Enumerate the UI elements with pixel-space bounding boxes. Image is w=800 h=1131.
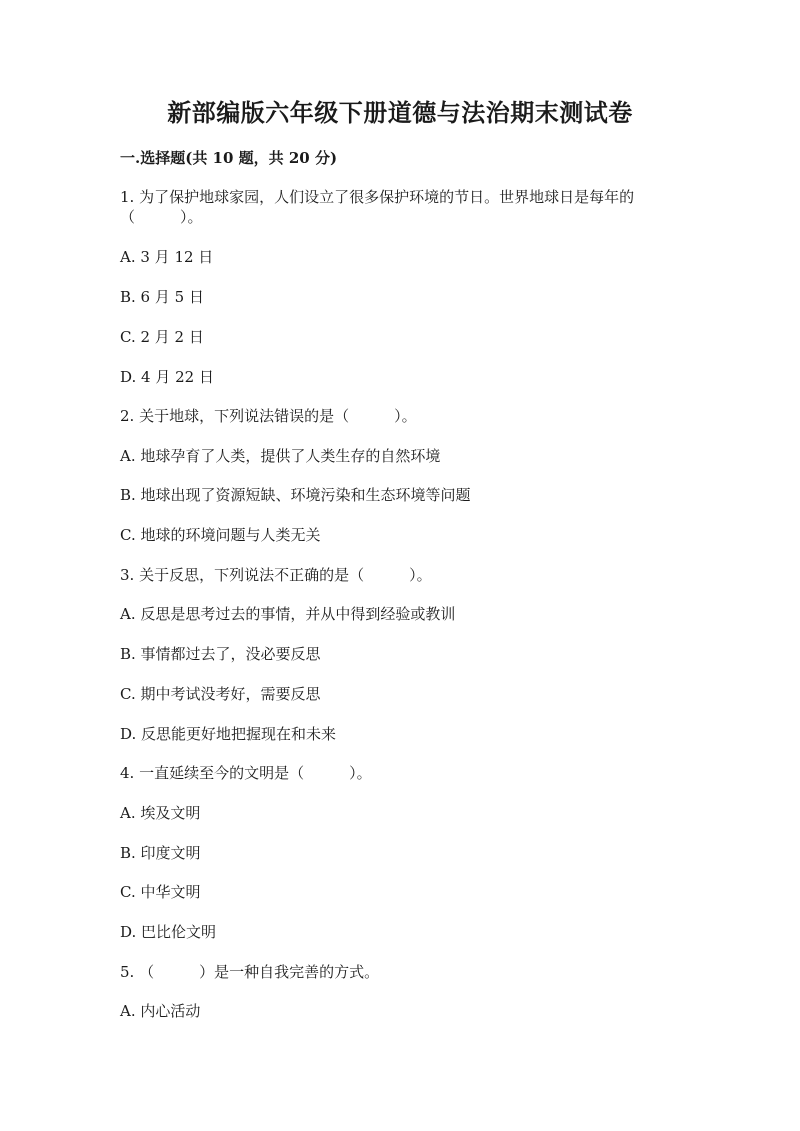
question-3-option-d: D. 反思能更好地把握现在和未来 xyxy=(120,725,337,743)
question-1-option-c: C. 2 月 2 日 xyxy=(120,328,204,346)
question-5-stem: 5. （ ）是一种自我完善的方式。 xyxy=(120,963,380,981)
question-5-option-a: A. 内心活动 xyxy=(120,1002,201,1020)
question-3-option-b: B. 事情都过去了，没必要反思 xyxy=(120,645,321,663)
question-1-option-a: A. 3 月 12 日 xyxy=(120,248,214,266)
question-4-option-b: B. 印度文明 xyxy=(120,844,201,862)
question-3-option-c: C. 期中考试没考好，需要反思 xyxy=(120,685,321,703)
question-4-option-d: D. 巴比伦文明 xyxy=(120,923,217,941)
question-2-option-c: C. 地球的环境问题与人类无关 xyxy=(120,526,321,544)
question-1-stem-line-2: （ ）。 xyxy=(120,208,203,226)
question-4-option-c: C. 中华文明 xyxy=(120,883,201,901)
question-1-option-b: B. 6 月 5 日 xyxy=(120,288,204,306)
question-3-stem: 3. 关于反思，下列说法不正确的是（ ）。 xyxy=(120,566,432,584)
question-2-stem: 2. 关于地球，下列说法错误的是（ ）。 xyxy=(120,407,417,425)
question-4-stem: 4. 一直延续至今的文明是（ ）。 xyxy=(120,764,372,782)
question-2-option-b: B. 地球出现了资源短缺、环境污染和生态环境等问题 xyxy=(120,486,471,504)
question-1-stem-line-1: 1. 为了保护地球家园，人们设立了很多保护环境的节日。世界地球日是每年的 xyxy=(120,188,635,206)
question-3-option-a: A. 反思是思考过去的事情，并从中得到经验或教训 xyxy=(120,605,456,623)
question-4-option-a: A. 埃及文明 xyxy=(120,804,201,822)
question-1-option-d: D. 4 月 22 日 xyxy=(120,368,214,386)
question-2-option-a: A. 地球孕育了人类，提供了人类生存的自然环境 xyxy=(120,447,441,465)
section-heading: 一.选择题(共 10 题，共 20 分) xyxy=(120,149,338,167)
exam-title: 新部编版六年级下册道德与法治期末测试卷 xyxy=(167,98,633,127)
